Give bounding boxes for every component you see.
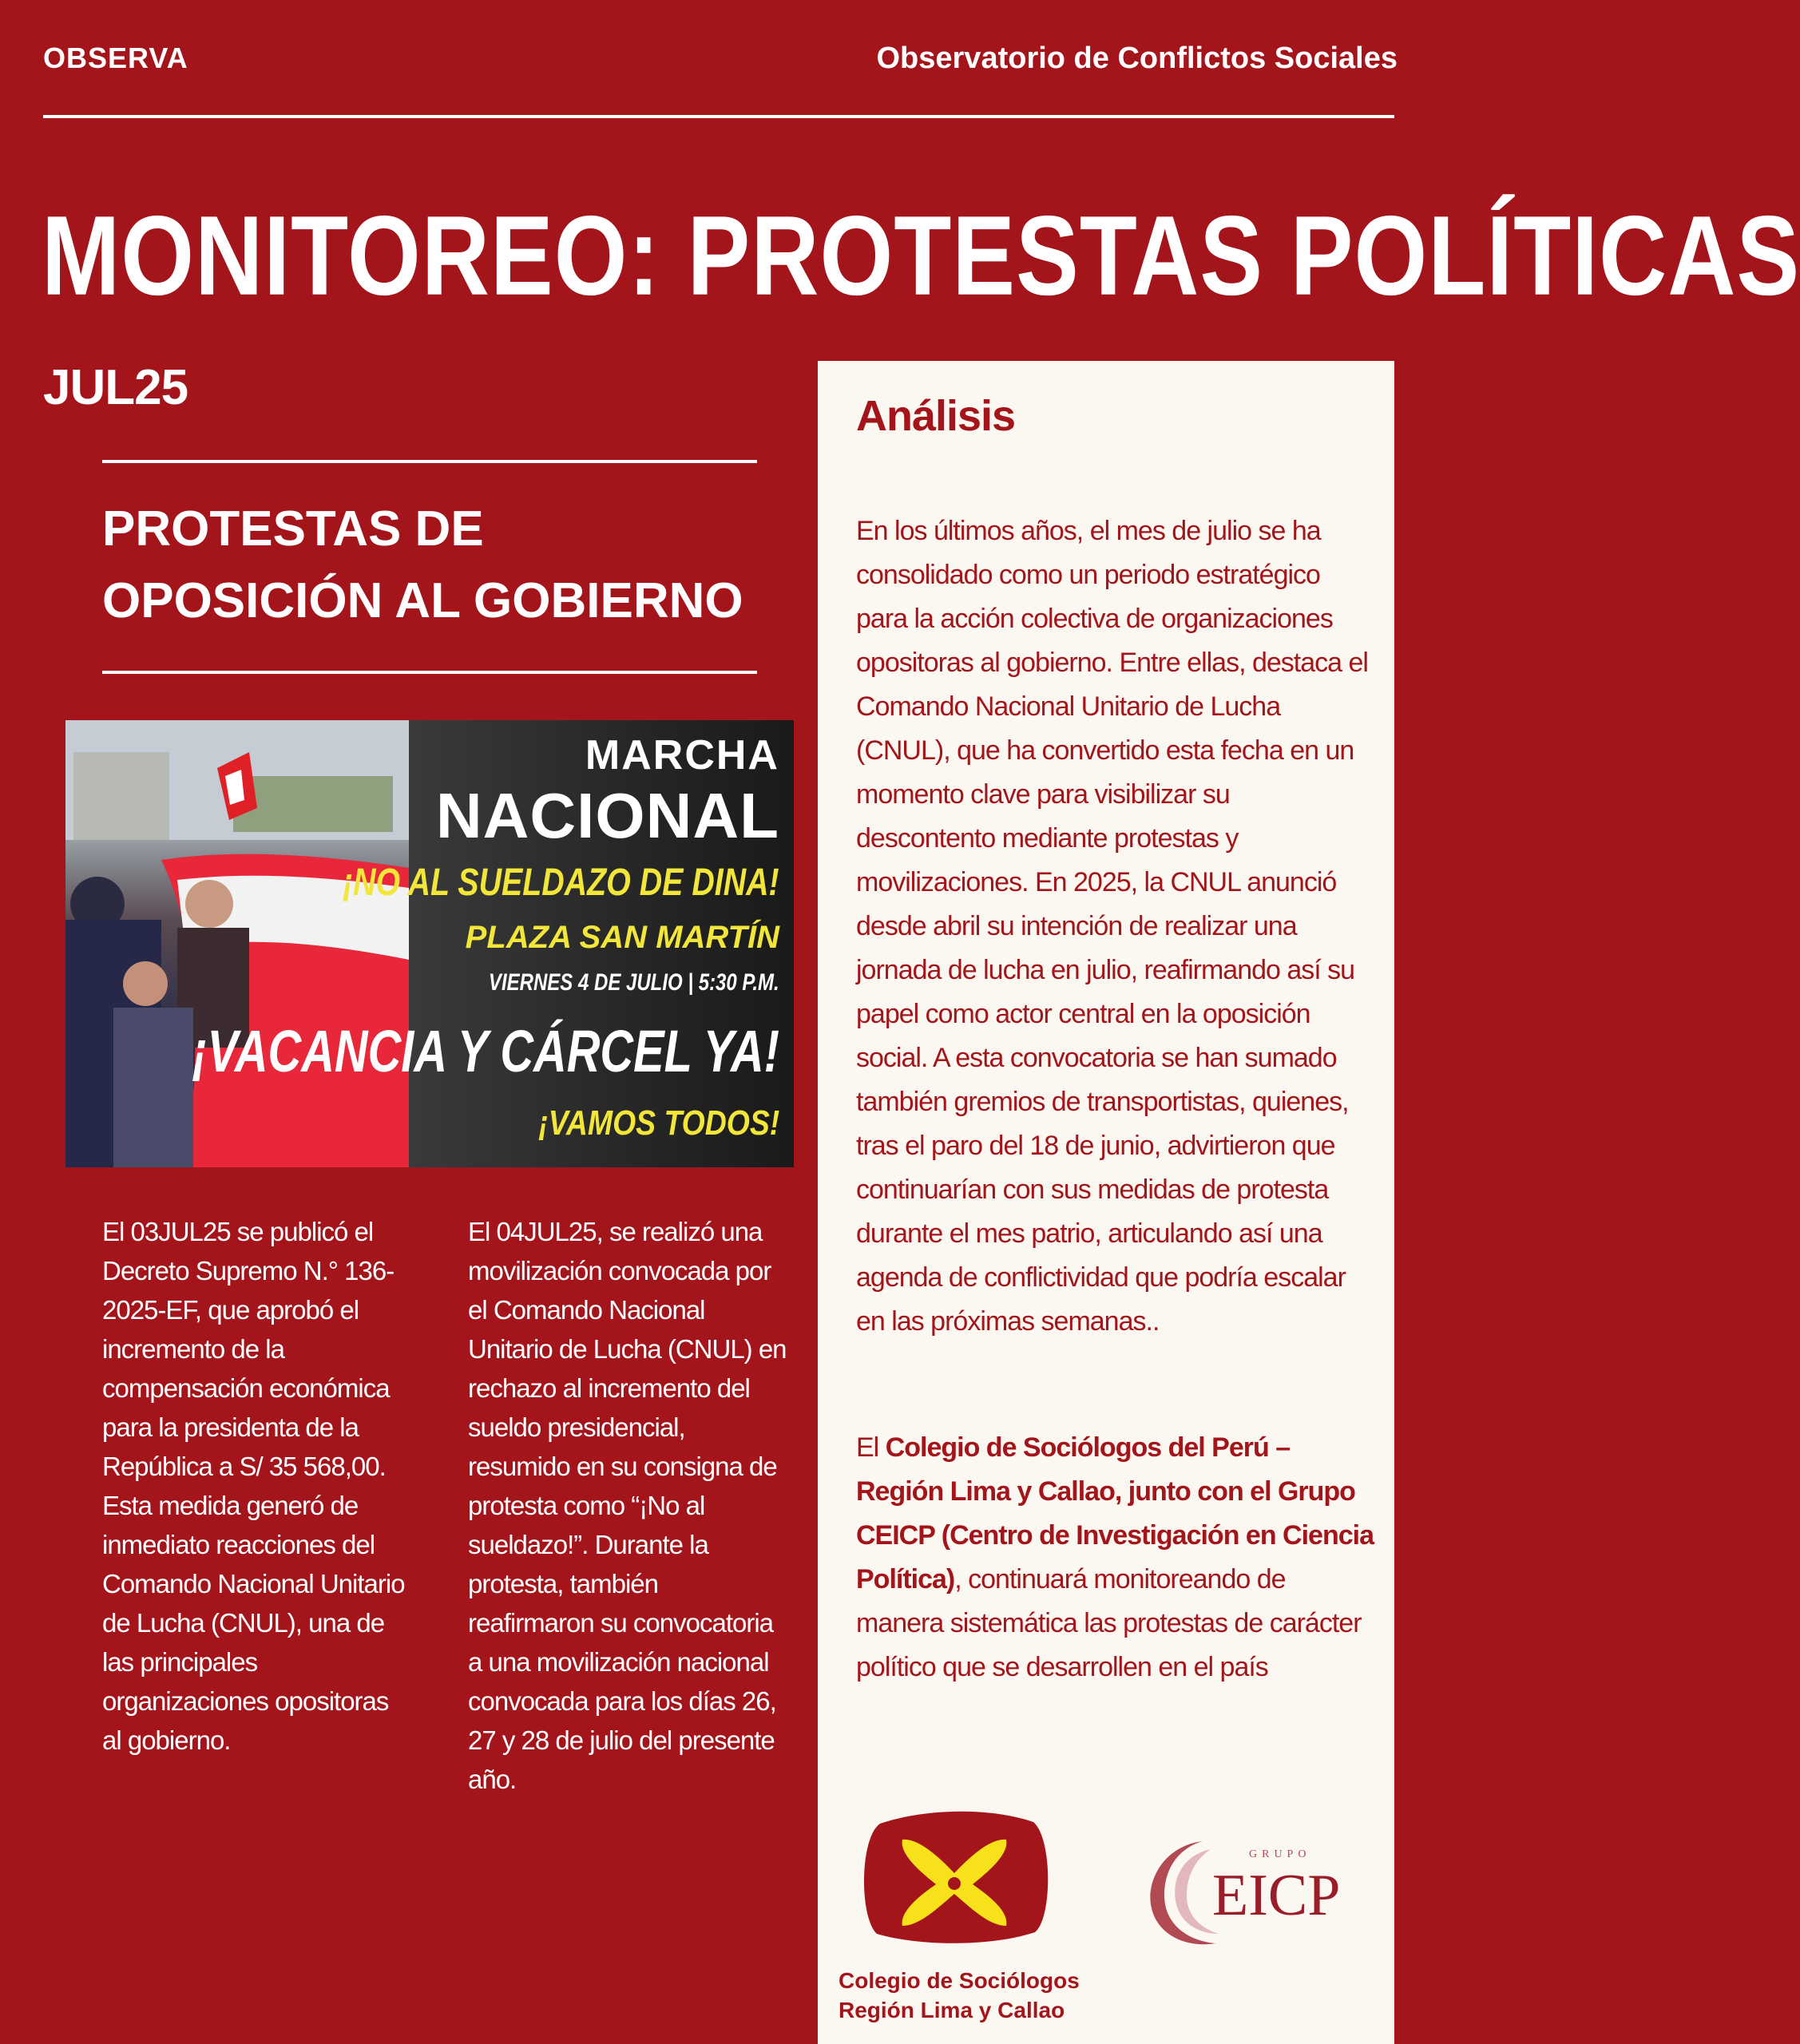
colegio-caption <box>839 1966 1080 2025</box>
analysis-paragraph: En los últimos años, el mes de julio se ha consolidado como un periodo estratégico para la acción colectiva de organizaciones opositoras al gobierno. Entre ellas, destaca el Comando Nacional Unitario de Lucha (CNUL), que ha convertido esta fecha en un momento clave para visibilizar su descontento mediante protestas y movilizaciones. En 2025, la CNUL anunció desde abril su intención de realizar una jornada de lucha en julio, reafirmando así su papel como actor central en la oposición social. A esta convocatoria se han sumado también gremios de transportistas, quienes, tras el paro del 18 de junio, advirtieron que continuarían con sus medidas de protesta durante el mes patrio, articulando así una agenda de conflictividad que podría escalar en las próximas semanas.. <box>856 516 1368 1337</box>
header-divider <box>43 115 1394 118</box>
page-title: MONITOREO: PROTESTAS POLÍTICAS <box>42 192 1800 319</box>
body-column-right: El 04JUL25, se realizó una movilización convocada por el Comando Nacional Unitario de Lucha (CNUL) en rechazo al incremento del sueldo presidencial, resumido en su consigna de protesta como “¡No al sueldazo!”. Durante la protesta, también reafirmaron su convocatoria a una movilización nacional convocada para los días 26, 27 y 28 de julio del presente año. <box>468 1217 787 1794</box>
analysis-heading: Análisis <box>856 392 1016 440</box>
body-column-left: El 03JUL25 se publicó el Decreto Supremo N.° 136-2025-EF, que aprobó el incremento de la compensación económica para la presidenta de la República a S/ 35 568,00. Esta medida generó de inmediato reacciones del Comando Nacional Unitario de Lucha (CNUL), una de las principales organizaciones opositoras al gobierno. <box>102 1217 405 1755</box>
section-divider-bottom <box>102 671 757 674</box>
closing-prefix: El <box>856 1432 886 1463</box>
protest-poster-image <box>65 720 794 1167</box>
poster-line-vacancia: ¡VACANCIA Y CÁRCEL YA! <box>192 1018 779 1084</box>
eicp-small-text: GRUPO <box>1249 1848 1311 1860</box>
poster-text-panel <box>192 720 794 1167</box>
closing-bold: Colegio de Sociólogos del Perú – Región Lima y Callao, junto con el Grupo CEICP (Centro de Investigación en Ciencia Política) <box>856 1432 1374 1594</box>
colegio-sociologos-logo <box>856 1806 1053 1947</box>
date-label: JUL25 <box>43 360 188 415</box>
eicp-big-text: EICP <box>1212 1863 1341 1928</box>
section-title <box>102 493 743 637</box>
closing-paragraph <box>856 1426 1375 1689</box>
poster-line-fecha: VIERNES 4 DE JULIO | 5:30 P.M. <box>489 969 779 996</box>
closing-suffix: , continuará monitoreando de manera sistemática las protestas de carácter político que se desarrollen en el país <box>856 1564 1362 1682</box>
poster-line-nacional: NACIONAL <box>435 780 779 851</box>
colegio-caption-line2: Región Lima y Callao <box>839 1998 1065 2022</box>
poster-line-plaza: PLAZA SAN MARTÍN <box>465 920 779 955</box>
colegio-caption-line1: Colegio de Sociólogos <box>839 1968 1080 1993</box>
section-divider-top <box>102 460 757 463</box>
poster-line-marcha: MARCHA <box>585 732 779 778</box>
section-title-line1: PROTESTAS DE <box>102 501 484 557</box>
section-title-line2: OPOSICIÓN AL GOBIERNO <box>102 573 743 628</box>
peru-flag-photo <box>65 720 409 1167</box>
poster-line-vamos: ¡VAMOS TODOS! <box>538 1103 779 1143</box>
poster-line-sueldazo: ¡NO AL SUELDAZO DE DINA! <box>343 862 779 904</box>
brand-observatorio: Observatorio de Conflictos Sociales <box>876 42 1398 75</box>
ceicp-logo <box>1147 1835 1354 1950</box>
brand-observa: OBSERVA <box>43 42 188 74</box>
